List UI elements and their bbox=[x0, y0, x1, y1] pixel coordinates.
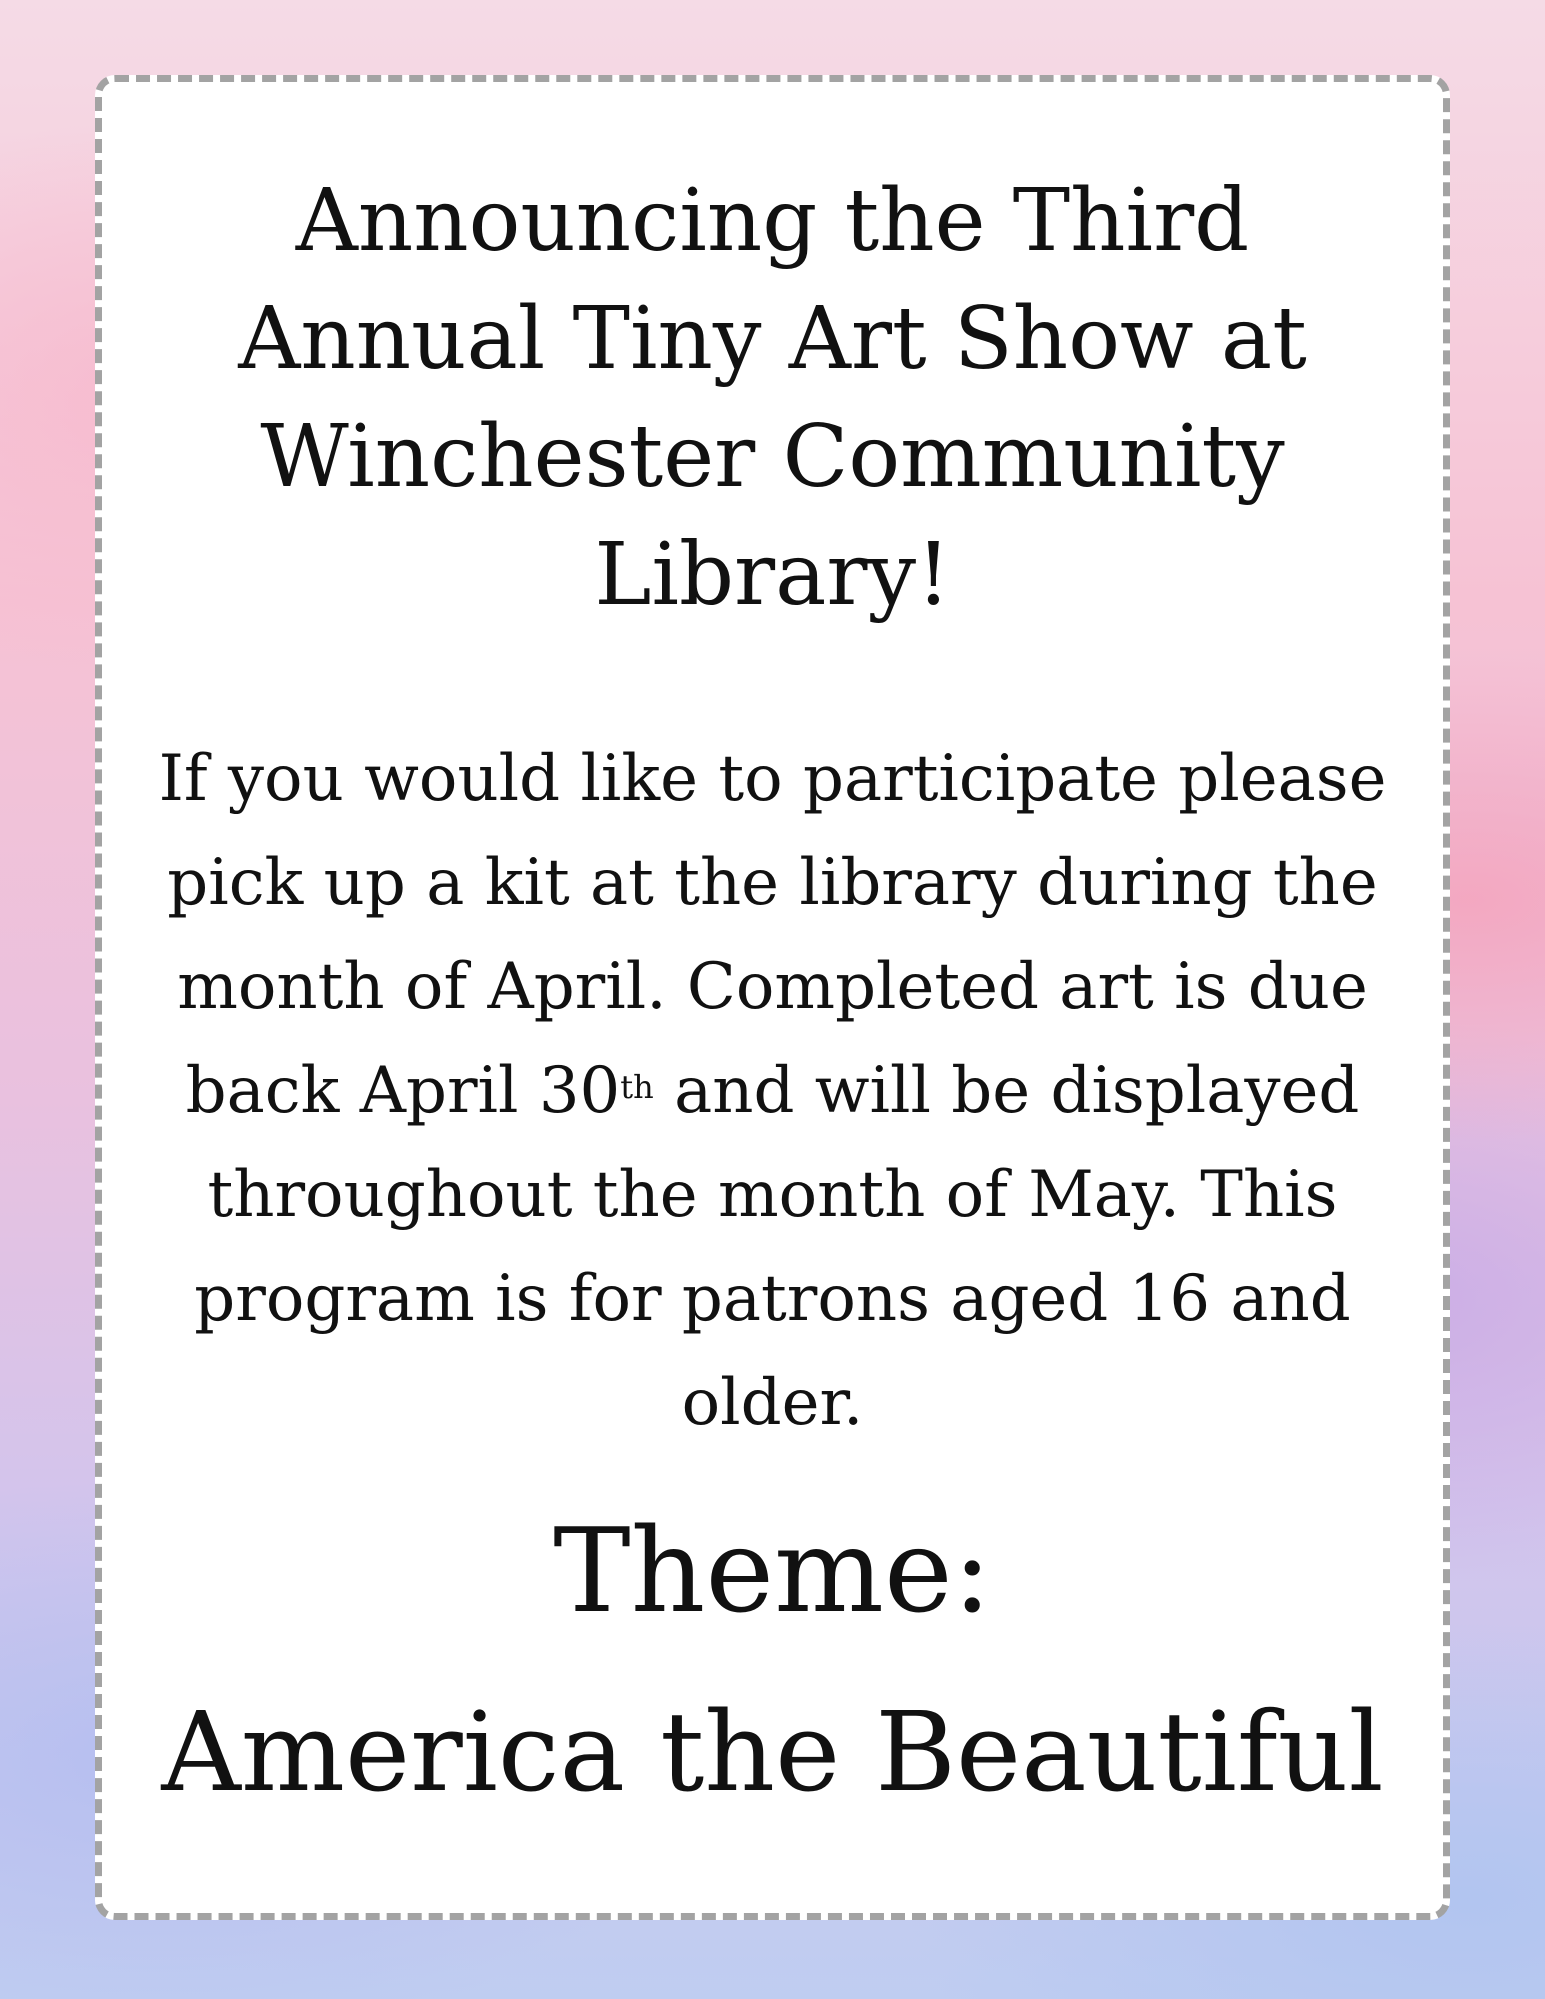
body-text bbox=[132, 727, 1413, 1455]
theme-value: America the Beautiful bbox=[161, 1688, 1384, 1816]
ordinal-suffix: th bbox=[620, 1068, 654, 1106]
body-text-part-2: and will be displayed throughout the month of May. This program is for patrons aged 16 and older. bbox=[194, 1054, 1360, 1440]
theme-label: Theme: bbox=[553, 1504, 992, 1639]
flyer-content bbox=[102, 82, 1443, 1913]
headline: Announcing the Third Annual Tiny Art Show at Winchester Community Library! bbox=[238, 171, 1307, 625]
flyer-card bbox=[95, 75, 1450, 1920]
body-text-part-1: If you would like to participate please pick up a kit at the library during the month of April. Completed art is due back April 30 bbox=[158, 742, 1387, 1128]
